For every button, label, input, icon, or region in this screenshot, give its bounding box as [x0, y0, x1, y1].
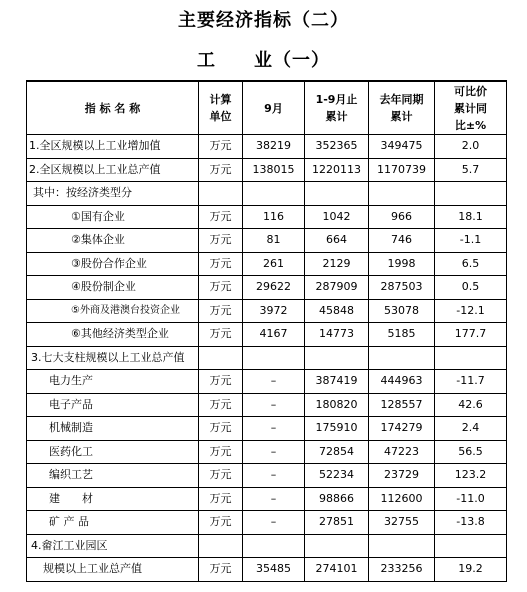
- row-name: 电子产品: [27, 393, 199, 417]
- row-unit: 万元: [199, 323, 243, 347]
- row-name: 1.全区规模以上工业增加值: [27, 135, 199, 159]
- row-name: 机械制造: [27, 417, 199, 441]
- row-last-year: [369, 534, 435, 558]
- row-unit: 万元: [199, 487, 243, 511]
- row-growth: 42.6: [435, 393, 507, 417]
- table-row: [27, 440, 507, 464]
- row-name: 建 材: [27, 487, 199, 511]
- table-row: [27, 205, 507, 229]
- row-unit: 万元: [199, 393, 243, 417]
- row-last-year: 174279: [369, 417, 435, 441]
- row-growth: [435, 182, 507, 206]
- row-cumulative: 27851: [305, 511, 369, 535]
- row-last-year: 1170739: [369, 158, 435, 182]
- row-last-year: [369, 182, 435, 206]
- row-month: [243, 346, 305, 370]
- row-month: 38219: [243, 135, 305, 159]
- table-row: [27, 323, 507, 347]
- header-unit-text: 计算单位: [209, 93, 232, 123]
- table-row: [27, 511, 507, 535]
- row-cumulative: [305, 182, 369, 206]
- row-month: –: [243, 393, 305, 417]
- row-unit: 万元: [199, 440, 243, 464]
- row-name: 矿 产 品: [27, 511, 199, 535]
- table-row: [27, 464, 507, 488]
- row-growth: [435, 534, 507, 558]
- header-last-year: [369, 81, 435, 135]
- row-cumulative: 175910: [305, 417, 369, 441]
- row-month: –: [243, 511, 305, 535]
- row-growth: -11.7: [435, 370, 507, 394]
- row-month: [243, 534, 305, 558]
- row-unit: 万元: [199, 417, 243, 441]
- row-name: ②集体企业: [27, 229, 199, 253]
- row-unit: 万元: [199, 276, 243, 300]
- row-month: –: [243, 417, 305, 441]
- row-cumulative: 1042: [305, 205, 369, 229]
- row-growth: [435, 346, 507, 370]
- row-name: ⑤外商及港澳台投资企业: [27, 299, 199, 323]
- row-cumulative: 2129: [305, 252, 369, 276]
- row-name: 电力生产: [27, 370, 199, 394]
- row-last-year: 966: [369, 205, 435, 229]
- row-unit: 万元: [199, 558, 243, 582]
- row-cumulative: 1220113: [305, 158, 369, 182]
- row-name: 4.畲江工业园区: [27, 534, 199, 558]
- row-unit: [199, 182, 243, 206]
- row-growth: 56.5: [435, 440, 507, 464]
- row-growth: 0.5: [435, 276, 507, 300]
- row-last-year: 746: [369, 229, 435, 253]
- table-row: [27, 252, 507, 276]
- header-growth-text: 可比价累计同比±%: [454, 84, 487, 132]
- row-month: 4167: [243, 323, 305, 347]
- row-cumulative: [305, 346, 369, 370]
- row-unit: 万元: [199, 370, 243, 394]
- row-growth: -13.8: [435, 511, 507, 535]
- row-growth: 6.5: [435, 252, 507, 276]
- header-cumulative: [305, 81, 369, 135]
- page-title: 主要经济指标（二）: [178, 10, 349, 31]
- row-last-year: 23729: [369, 464, 435, 488]
- table-row: [27, 487, 507, 511]
- header-month: 9月: [243, 81, 305, 135]
- row-last-year: 112600: [369, 487, 435, 511]
- row-month: 3972: [243, 299, 305, 323]
- row-month: –: [243, 487, 305, 511]
- table-row: [27, 299, 507, 323]
- row-cumulative: 98866: [305, 487, 369, 511]
- row-month: 35485: [243, 558, 305, 582]
- row-name: ①国有企业: [27, 205, 199, 229]
- header-cumulative-text: 1-9月止累计: [315, 93, 358, 123]
- row-unit: 万元: [199, 464, 243, 488]
- row-growth: 177.7: [435, 323, 507, 347]
- header-growth: [435, 81, 507, 135]
- row-unit: [199, 346, 243, 370]
- row-name: 其中：按经济类型分: [27, 182, 199, 206]
- row-growth: -1.1: [435, 229, 507, 253]
- row-name: ③股份合作企业: [27, 252, 199, 276]
- row-growth: 5.7: [435, 158, 507, 182]
- table-row: [27, 135, 507, 159]
- row-name: ④股份制企业: [27, 276, 199, 300]
- row-unit: 万元: [199, 229, 243, 253]
- row-month: 29622: [243, 276, 305, 300]
- row-month: 116: [243, 205, 305, 229]
- row-unit: 万元: [199, 511, 243, 535]
- header-last-year-text: 去年同期累计: [379, 93, 424, 123]
- row-unit: 万元: [199, 299, 243, 323]
- row-growth: -11.0: [435, 487, 507, 511]
- table-row: [27, 346, 507, 370]
- row-last-year: 233256: [369, 558, 435, 582]
- header-row: [27, 81, 507, 135]
- row-growth: 123.2: [435, 464, 507, 488]
- row-cumulative: 387419: [305, 370, 369, 394]
- row-last-year: 128557: [369, 393, 435, 417]
- row-name: ⑥其他经济类型企业: [27, 323, 199, 347]
- row-name: 2.全区规模以上工业总产值: [27, 158, 199, 182]
- row-last-year: 287503: [369, 276, 435, 300]
- row-name: 规模以上工业总产值: [27, 558, 199, 582]
- row-last-year: [369, 346, 435, 370]
- row-cumulative: 287909: [305, 276, 369, 300]
- row-cumulative: 664: [305, 229, 369, 253]
- row-name: 医药化工: [27, 440, 199, 464]
- table-row: [27, 558, 507, 582]
- row-unit: 万元: [199, 252, 243, 276]
- row-month: –: [243, 464, 305, 488]
- table-row: [27, 370, 507, 394]
- row-growth: 19.2: [435, 558, 507, 582]
- table-row: [27, 229, 507, 253]
- table-row: [27, 534, 507, 558]
- row-growth: -12.1: [435, 299, 507, 323]
- row-growth: 2.4: [435, 417, 507, 441]
- row-cumulative: [305, 534, 369, 558]
- economic-indicators-table: [26, 80, 507, 582]
- row-cumulative: 72854: [305, 440, 369, 464]
- row-growth: 18.1: [435, 205, 507, 229]
- row-last-year: 47223: [369, 440, 435, 464]
- row-last-year: 53078: [369, 299, 435, 323]
- table-row: [27, 276, 507, 300]
- row-growth: 2.0: [435, 135, 507, 159]
- table-row: [27, 182, 507, 206]
- row-cumulative: 274101: [305, 558, 369, 582]
- row-month: 138015: [243, 158, 305, 182]
- row-last-year: 444963: [369, 370, 435, 394]
- table-row: [27, 393, 507, 417]
- row-month: –: [243, 370, 305, 394]
- row-unit: 万元: [199, 205, 243, 229]
- row-unit: 万元: [199, 158, 243, 182]
- row-month: [243, 182, 305, 206]
- row-last-year: 1998: [369, 252, 435, 276]
- row-last-year: 5185: [369, 323, 435, 347]
- row-name: 3.七大支柱规模以上工业总产值: [27, 346, 199, 370]
- row-name: 编织工艺: [27, 464, 199, 488]
- row-month: –: [243, 440, 305, 464]
- row-last-year: 32755: [369, 511, 435, 535]
- row-month: 261: [243, 252, 305, 276]
- section-title: 工 业（一）: [197, 50, 330, 71]
- row-unit: [199, 534, 243, 558]
- table-row: [27, 417, 507, 441]
- row-cumulative: 52234: [305, 464, 369, 488]
- row-month: 81: [243, 229, 305, 253]
- row-unit: 万元: [199, 135, 243, 159]
- header-indicator: 指 标 名 称: [27, 81, 199, 135]
- row-cumulative: 180820: [305, 393, 369, 417]
- row-cumulative: 45848: [305, 299, 369, 323]
- row-last-year: 349475: [369, 135, 435, 159]
- row-cumulative: 14773: [305, 323, 369, 347]
- table-row: [27, 158, 507, 182]
- header-unit: [199, 81, 243, 135]
- row-cumulative: 352365: [305, 135, 369, 159]
